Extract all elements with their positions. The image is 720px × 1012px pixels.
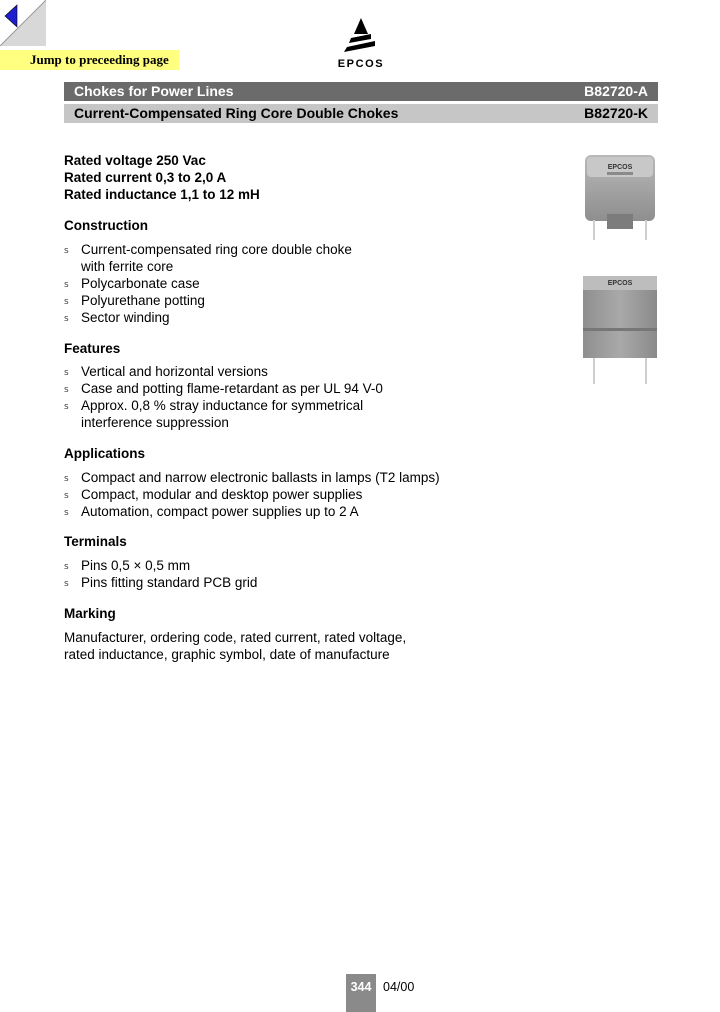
product-group-title: Chokes for Power Lines	[74, 83, 234, 99]
bullet: s	[64, 368, 69, 378]
product-photo-vertical	[579, 274, 661, 386]
rating-current: Rated current 0,3 to 2,0 A	[64, 170, 227, 185]
rating-voltage: Rated voltage 250 Vac	[64, 153, 206, 168]
bullet: s	[64, 280, 69, 290]
product-photo-horizontal	[583, 154, 657, 242]
photo-label: EPCOS	[607, 280, 633, 287]
bullet: s	[64, 579, 69, 589]
product-type-code: B82720-K	[584, 105, 648, 121]
marking-line: Manufacturer, ordering code, rated current, rated voltage,	[64, 630, 407, 645]
jump-preceding-page-link[interactable]: Jump to preceeding page	[0, 50, 179, 70]
section-title-applications: Applications	[64, 446, 146, 461]
bullet: s	[64, 246, 69, 256]
bullet: s	[64, 297, 69, 307]
bullet: s	[64, 385, 69, 395]
page-number: 344	[346, 974, 376, 1012]
product-group-code: B82720-A	[584, 83, 648, 99]
header-bar-product-type	[64, 104, 658, 123]
page-corner[interactable]	[0, 0, 46, 46]
section-title-marking: Marking	[64, 606, 116, 621]
marking-line: rated inductance, graphic symbol, date of manufacture	[64, 647, 390, 662]
bullet: s	[64, 402, 69, 412]
bullet: s	[64, 474, 69, 484]
section-title-construction: Construction	[64, 218, 148, 233]
bullet: s	[64, 562, 69, 572]
issue-date: 04/00	[383, 980, 415, 994]
bullet: s	[64, 314, 69, 324]
photo-label: EPCOS	[607, 164, 633, 171]
product-type-title: Current-Compensated Ring Core Double Chokes	[74, 105, 399, 121]
section-title-terminals: Terminals	[64, 534, 127, 549]
rating-inductance: Rated inductance 1,1 to 12 mH	[64, 187, 260, 202]
epcos-logo	[330, 16, 392, 72]
bullet: s	[64, 508, 69, 518]
epcos-logo-mark	[330, 16, 392, 58]
header-bar-product-group	[64, 82, 658, 101]
epcos-logo-text: EPCOS	[337, 58, 385, 70]
bullet: s	[64, 491, 69, 501]
section-title-features: Features	[64, 341, 121, 356]
